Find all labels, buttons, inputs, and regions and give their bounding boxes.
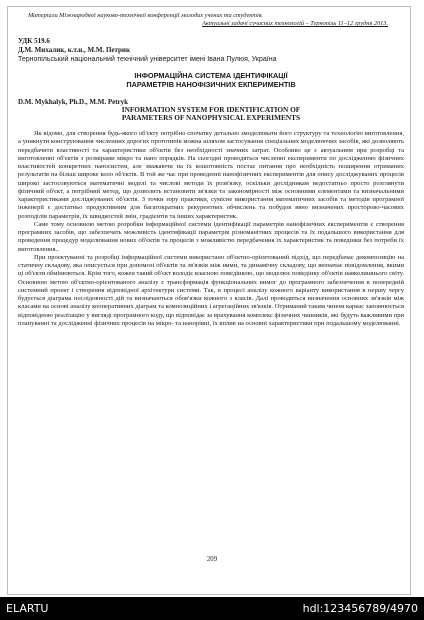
- affiliation: Тернопільський національний технічний університет імені Івана Пулюя, Україна: [18, 56, 277, 63]
- paragraph: При проектуванні та розробці інформаційної системи використано об'єктно-орієнтований підхід, що передбачає декомпозицію на статичну складову, яка описується при допомозі об'єктів та зв'язків між ними, та динамічну складову, що визначає повідомлення, якими ці об'єкти обмінюються. Крім того, кожен такий об'єкт володіє власною поведінкою, що моделює поведінку об'єктів навколишнього світу. Основною метою об'єктно-орієнтованого аналізу є трансформація функціональних вимог до програмного забезпечення в попередній системний проект і створення відповідної архітектури системи. Так, в процесі аналізу кожного варіанту використання в першу чергу будується діаграма послідовності дій та визначаються обов'язки кожного з класів. Далі проводиться визначення основних зв'язків між класами на основі аналізу кооперативних діаграм та композиційних і агрегаційних зв'язків. Отриманий таким чином каркас заповнюється відповідною реалізацію у вигляді програмного коду, що відповідає за врахування комплекс фізичних чинників, які будуть важливими при плануванні та дослідженні фізичних процесів на мікро- та нанорівні, їх вплив на основні характеристики при подальшому моделюванні.: [18, 253, 404, 327]
- conference-header: [18, 12, 404, 28]
- udk-code: УДК 519.6: [18, 37, 50, 45]
- title-en: [18, 106, 404, 122]
- title-ua-line1: ІНФОРМАЦІЙНА СИСТЕМА ІДЕНТИФІКАЦІЇ: [134, 71, 288, 80]
- authors-en: D.M. Mykhalyk, Ph.D., M.M. Petryk: [18, 98, 129, 106]
- title-en-line1: INFORMATION SYSTEM FOR IDENTIFICATION OF: [121, 105, 301, 114]
- repository-footer: [0, 597, 424, 620]
- paragraph: Саме тому основною метою розробки інформаційної системи ідентифікації параметрів нанофізичних експериментів є створення програмних засобів, що забезпечать можливість ідентифікації параметрів різноманітних процесів та їх подальшого використання для проведення процедур моделювання нових об'єктів та процесів з можливістю передбачення їх характеристик та поведінки без потреби їх виготовлення..: [18, 220, 404, 253]
- conference-header-line2: Актуальні задачі сучасних технологій – Тернопіль 11–12 грудня 2013.: [202, 20, 388, 27]
- page-number: 209: [206, 556, 218, 563]
- article-body: [18, 130, 404, 328]
- title-ua: [18, 71, 404, 89]
- conference-header-line1: Матеріали Міжнародної науково-технічної конференції молодих учених та студентів.: [28, 12, 264, 19]
- paper-page: [18, 12, 404, 328]
- handle-link[interactable]: hdl:123456789/4970: [302, 602, 418, 615]
- title-en-line2: PARAMETERS OF NANOPHYSICAL EXPERIMENTS: [121, 113, 301, 122]
- title-ua-line2: ПАРАМЕТРІВ НАНОФІЗИЧНИХ ЕКПЕРИМЕНТІВ: [126, 80, 296, 89]
- repository-name: ELARTU: [6, 602, 49, 615]
- paragraph: Як відомо, для створення будь-якого об'єкту потрібно спочатку детально змоделювати його структуру та технологію виготовлення, а уникнути конструювання численних дорогих прототипів можна шляхом застосування спеціальних моделюючих засобів, які дозволяють передбачити властивості та характеристики об'єктів без необхідності значних затрат. Особливо це є актуальним при розробці та виготовленні об'єктів з розмірами мікро та нано порядків. На сьогодні проводяться численні експерименти по дослідженню фізичних властивостей конкретних наносистем, але зважаючи на їх кошотовність постає питання про необхідність поширення отриманих результатів на більш широке коло об'єктів. В той же час при проведенні нанофізичних експериментів для опису досліджуваних процесів широко застосовуються математичні моделі та числові методи їх розв'язку, оскільки дослідникам недостатньо просто розглянути фізичний об'єкт, а потрібний метод, що дозволить встановити зв'язки та закономірності між основними елементами та визначальними характеристиками досліджуваних об'єктів. З точки зору практики, сумісне використання математичних засобів та методів програмної інженерії є достатньо продуктивним для багатократних рекурентних обчислень та побудов явно визначених просторово-часових розподілів параметрів, їх швидкостей змін, градієнтів та інших характеристик.: [18, 130, 404, 220]
- authors-ua: Д.М. Михалик, к.т.н., М.М. Петрик: [18, 46, 131, 54]
